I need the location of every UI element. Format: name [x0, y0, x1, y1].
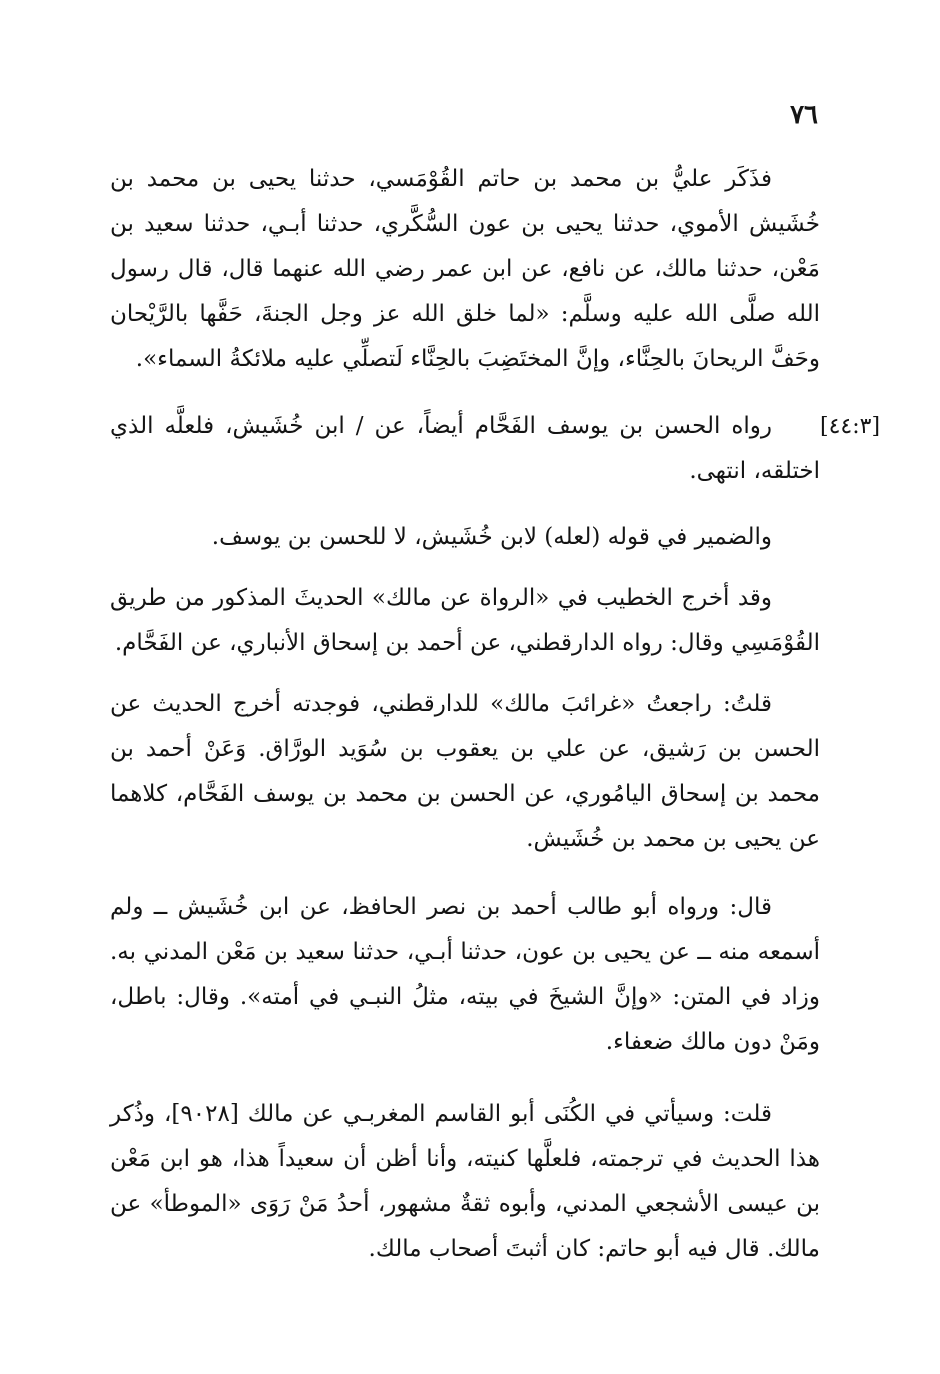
text-paragraph-1	[110, 157, 820, 382]
paragraph-text: والضمير في قوله (لعله) لابن خُشَيش، لا للحسن بن يوسف.	[211, 524, 772, 550]
text-paragraph-2	[110, 404, 820, 494]
paragraph-text: قلت: وسيأتي في الكُنَى أبو القاسم المغربـي عن مالك [٩٠٢٨]، وذُكر هذا الحديث في ترجمته، فلعلَّها كنيته، وأنا أظن أن سعيداً هذا، هو ابن مَعْن بن عيسى الأشجعي المدني، وأبوه ثقةٌ مشهور، أحدُ مَنْ رَوَى «الموطأ» عن مالك. قال فيه أبو حاتم: كان أثبتَ أصحاب مالك.	[110, 1101, 820, 1262]
paragraph-text: فذَكَر عليُّ بن محمد بن حاتم القُوْمَسي، حدثنا يحيى بن محمد بن خُشَيش الأموي، حدثنا يحيى بن عون السُّكَّري، حدثنا أبـي، حدثنا سعيد بن مَعْن، حدثنا مالك، عن نافع، عن ابن عمر رضي الله عنهما قال، قال رسول الله صلَّى الله عليه وسلَّم: «لما خلق الله عز وجل الجنةَ، حَفَّها بالرَّيْحان وحَفَّ الريحانَ بالحِنَّاء، وإنَّ المختَضِبَ بالحِنَّاء لَتصلِّي عليه ملائكةُ السماء».	[110, 166, 820, 372]
text-paragraph-3	[110, 515, 820, 560]
paragraph-text: وقد أخرج الخطيب في «الرواة عن مالك» الحديثَ المذكور من طريق القُوْمَسِي وقال: رواه الدارقطني، عن أحمد بن إسحاق الأنباري، عن الفَحَّام.	[110, 585, 820, 656]
text-paragraph-6	[110, 885, 820, 1065]
text-paragraph-7	[110, 1092, 820, 1272]
paragraph-text: رواه الحسن بن يوسف الفَحَّام أيضاً، عن / ابن خُشَيش، فلعلَّه الذي اختلقه، انتهى.	[110, 413, 820, 484]
paragraph-text: قلتُ: راجعتُ «غرائبَ مالك» للدارقطني، فوجدته أخرج الحديث عن الحسن بن رَشيق، عن علي بن يعقوب بن سُوَيد الورَّاق. وَعَنْ أحمد بن محمد بن إسحاق اليامُوري، عن الحسن بن محمد بن يوسف الفَحَّام، كلاهما عن يحيى بن محمد بن خُشَيش.	[110, 691, 820, 852]
paragraph-text: قال: ورواه أبو طالب أحمد بن نصر الحافظ، عن ابن خُشَيش ــ ولم أسمعه منه ــ عن يحيى بن عون، حدثنا أبـي، حدثنا سعيد بن مَعْن المدني به. وزاد في المتن: «وإنَّ الشيخَ في بيته، مثلُ النبـي في أمته». وقال: باطل، ومَنْ دون مالك ضعفاء.	[110, 894, 820, 1055]
page-number: ٧٦	[790, 100, 818, 130]
text-paragraph-5	[110, 682, 820, 862]
margin-reference: [٤٤:٣]	[820, 414, 881, 439]
text-paragraph-4	[110, 576, 820, 666]
